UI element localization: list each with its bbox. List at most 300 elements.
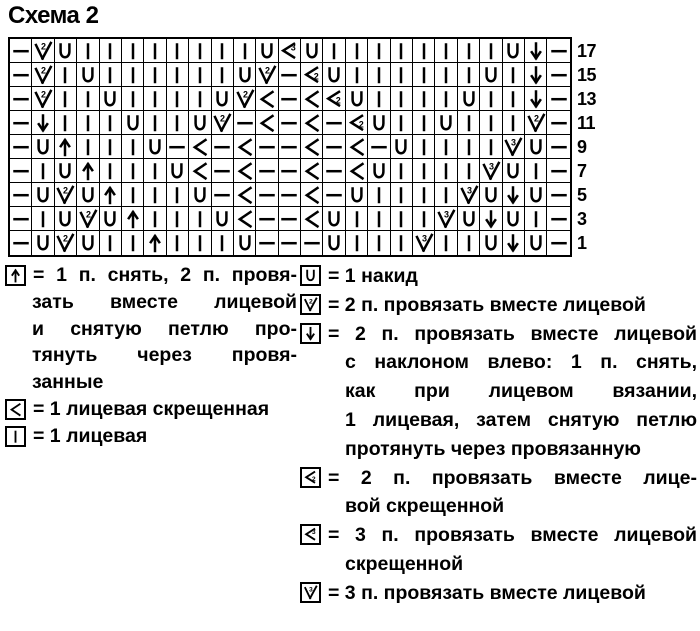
chart-cell xyxy=(189,63,211,87)
knit-bar-icon xyxy=(212,64,232,86)
up-arrow-double-decrease-icon xyxy=(55,136,75,158)
chart-cell xyxy=(256,207,278,231)
chart-cell xyxy=(77,183,99,207)
yarn-over-U-icon xyxy=(503,40,523,62)
purl-dash-icon xyxy=(324,160,344,182)
legend-entry xyxy=(5,396,297,423)
chart-cell xyxy=(10,63,32,87)
svg-text:2: 2 xyxy=(41,89,47,99)
chart-cell xyxy=(144,231,166,255)
yarn-over-U-icon xyxy=(481,184,501,206)
down-arrow-decrease-icon xyxy=(481,208,501,230)
chart-cell xyxy=(10,231,32,255)
chart-cell xyxy=(55,183,77,207)
chart-cell xyxy=(256,231,278,255)
twisted-3tog-icon xyxy=(303,526,318,543)
page-title: Схема 2 xyxy=(8,2,99,29)
row-number-label: 13 xyxy=(577,89,597,109)
purl-dash-icon xyxy=(549,184,569,206)
chart-cell xyxy=(100,39,122,63)
chart-cell xyxy=(547,207,569,231)
purl-dash-icon xyxy=(212,136,232,158)
chart-cell xyxy=(279,159,301,183)
chart-cell xyxy=(391,111,413,135)
up-arrow-double-decrease-icon xyxy=(78,160,98,182)
chart-cell xyxy=(189,39,211,63)
svg-text:3: 3 xyxy=(421,233,427,244)
chart-cell xyxy=(323,231,345,255)
knit-bar-icon xyxy=(391,232,411,254)
knit-bar-icon xyxy=(78,40,98,62)
svg-text:3: 3 xyxy=(308,586,313,594)
chart-cell xyxy=(279,207,301,231)
legend-entry xyxy=(300,464,697,522)
chart-cell xyxy=(480,111,502,135)
chart-cell xyxy=(346,63,368,87)
chart-cell xyxy=(189,135,211,159)
knit-bar-icon xyxy=(167,40,187,62)
yarn-over-U-icon xyxy=(167,160,187,182)
purl-dash-icon xyxy=(279,184,299,206)
chart-cell xyxy=(144,63,166,87)
svg-text:2: 2 xyxy=(220,113,226,123)
chart-cell xyxy=(391,183,413,207)
chart-cell xyxy=(279,231,301,255)
chart-cell xyxy=(413,111,435,135)
chart-cell xyxy=(189,207,211,231)
purl-dash-icon xyxy=(257,208,277,230)
purl-dash-icon xyxy=(549,160,569,182)
chart-cell xyxy=(525,159,547,183)
chart-cell xyxy=(547,87,569,111)
v2-decrease-icon xyxy=(33,88,53,110)
yarn-over-U-icon xyxy=(33,136,53,158)
knit-bar-icon xyxy=(481,136,501,158)
twisted-2tog-icon xyxy=(347,112,367,134)
yarn-over-U-icon xyxy=(55,40,75,62)
knit-bar-icon xyxy=(414,160,434,182)
legend-text-line: = 1 лицевая скрещенная xyxy=(33,397,270,420)
purl-dash-icon xyxy=(235,112,255,134)
yarn-over-U-icon xyxy=(235,64,255,86)
legend-text-line: = 2 п. провязать вместе лице- xyxy=(328,466,697,489)
chart-cell xyxy=(435,39,457,63)
chart-cell xyxy=(413,87,435,111)
chart-cell xyxy=(234,231,256,255)
chart-cell xyxy=(458,159,480,183)
chart-cell xyxy=(346,135,368,159)
knit-bar-icon xyxy=(369,64,389,86)
down-arrow-decrease-icon xyxy=(33,112,53,134)
chart-cell xyxy=(279,39,301,63)
knit-bar-icon xyxy=(167,112,187,134)
yarn-over-U-icon xyxy=(235,232,255,254)
chart-cell xyxy=(32,231,54,255)
chart-cell xyxy=(100,135,122,159)
chart-cell xyxy=(10,159,32,183)
down-arrow-decrease-icon xyxy=(503,184,523,206)
chart-cell xyxy=(189,87,211,111)
chart-cell xyxy=(458,231,480,255)
purl-dash-icon xyxy=(549,208,569,230)
knit-bar-icon xyxy=(33,160,53,182)
purl-dash-icon xyxy=(324,136,344,158)
chart-cell xyxy=(503,87,525,111)
yarn-over-U-icon xyxy=(347,88,367,110)
legend-text-line: зать вместе лицевой xyxy=(32,290,297,313)
chart-cell xyxy=(346,207,368,231)
chart-cell xyxy=(458,111,480,135)
chart-cell xyxy=(301,63,323,87)
purl-dash-icon xyxy=(549,232,569,254)
chart-cell xyxy=(55,39,77,63)
yarn-over-U-icon xyxy=(526,232,546,254)
chart-cell xyxy=(212,87,234,111)
knit-bar-icon xyxy=(391,112,411,134)
chart-cell xyxy=(77,87,99,111)
twisted-2tog-icon xyxy=(324,88,344,110)
chart-cell xyxy=(368,159,390,183)
chart-cell xyxy=(458,39,480,63)
v2-decrease-icon xyxy=(303,296,318,313)
knit-bar-icon xyxy=(459,64,479,86)
down-arrow-decrease-icon xyxy=(526,88,546,110)
svg-text:2: 2 xyxy=(264,65,270,75)
legend-text-line: как при лицевом вязании, xyxy=(345,380,697,403)
chart-cell xyxy=(32,207,54,231)
legend-text-line: 1 лицевая, затем снятую петлю xyxy=(345,408,697,431)
purl-dash-icon xyxy=(369,136,389,158)
v2-decrease-icon xyxy=(212,112,232,134)
purl-dash-icon xyxy=(11,160,31,182)
purl-dash-icon xyxy=(549,64,569,86)
chart-cell xyxy=(323,87,345,111)
yarn-over-U-icon xyxy=(123,112,143,134)
svg-text:3: 3 xyxy=(488,161,494,171)
chart-cell xyxy=(480,87,502,111)
knit-bar-icon xyxy=(436,232,456,254)
chart-cell xyxy=(323,63,345,87)
chart-cell xyxy=(279,135,301,159)
chart-cell xyxy=(32,135,54,159)
chart-cell xyxy=(547,39,569,63)
knit-bar-icon xyxy=(190,64,210,86)
knit-bar-icon xyxy=(190,232,210,254)
chart-cell xyxy=(323,207,345,231)
legend-text-line: = 2 п. провязать вместе лицевой xyxy=(328,322,697,345)
knit-bar-icon xyxy=(123,40,143,62)
svg-text:2: 2 xyxy=(41,65,47,75)
chart-cell xyxy=(122,63,144,87)
purl-dash-icon xyxy=(212,184,232,206)
chart-cell xyxy=(167,111,189,135)
knit-bar-icon xyxy=(145,40,165,62)
chart-cell xyxy=(435,183,457,207)
chart-cell xyxy=(234,111,256,135)
knit-bar-icon xyxy=(100,64,120,86)
twisted-knit-icon xyxy=(302,112,322,134)
v3-decrease-icon xyxy=(503,136,523,158)
legend-symbol-box xyxy=(5,265,26,286)
chart-cell xyxy=(279,63,301,87)
knit-bar-icon xyxy=(123,136,143,158)
legend-symbol-box xyxy=(300,265,321,286)
knit-bar-icon xyxy=(459,40,479,62)
chart-cell xyxy=(10,183,32,207)
knit-bar-icon xyxy=(145,208,165,230)
chart-cell xyxy=(167,135,189,159)
v2-decrease-icon xyxy=(526,112,546,134)
knitting-chart-grid xyxy=(8,37,572,257)
chart-cell xyxy=(503,159,525,183)
svg-text:3: 3 xyxy=(511,137,517,147)
chart-cell xyxy=(32,111,54,135)
chart-cell xyxy=(480,183,502,207)
chart-cell xyxy=(435,135,457,159)
chart-cell xyxy=(279,87,301,111)
chart-cell xyxy=(368,39,390,63)
knit-bar-icon xyxy=(347,64,367,86)
yarn-over-U-icon xyxy=(436,112,456,134)
up-arrow-double-decrease-icon xyxy=(8,267,23,284)
yarn-over-U-icon xyxy=(324,64,344,86)
legend-text-line: = 1 накид xyxy=(328,265,418,287)
chart-cell xyxy=(122,159,144,183)
chart-cell xyxy=(77,135,99,159)
chart-cell xyxy=(301,159,323,183)
chart-cell xyxy=(122,183,144,207)
legend-text-line: = 1 лицевая xyxy=(33,424,148,447)
purl-dash-icon xyxy=(279,136,299,158)
knit-bar-icon xyxy=(347,208,367,230)
yarn-over-U-icon xyxy=(302,40,322,62)
chart-cell xyxy=(144,183,166,207)
chart-cell xyxy=(346,39,368,63)
chart-cell xyxy=(435,159,457,183)
chart-cell xyxy=(167,39,189,63)
chart-cell xyxy=(368,111,390,135)
purl-dash-icon xyxy=(279,88,299,110)
down-arrow-decrease-icon xyxy=(526,40,546,62)
chart-cell xyxy=(234,207,256,231)
legend-entry xyxy=(5,423,297,450)
purl-dash-icon xyxy=(324,112,344,134)
row-number-label: 3 xyxy=(577,209,587,229)
chart-cell xyxy=(10,39,32,63)
chart-cell xyxy=(503,183,525,207)
chart-cell xyxy=(547,159,569,183)
knit-bar-icon xyxy=(55,64,75,86)
knit-bar-icon xyxy=(347,232,367,254)
knit-bar-icon xyxy=(145,64,165,86)
twisted-knit-icon xyxy=(347,136,367,158)
chart-cell xyxy=(391,87,413,111)
purl-dash-icon xyxy=(302,232,322,254)
svg-text:3: 3 xyxy=(444,209,450,219)
purl-dash-icon xyxy=(11,112,31,134)
v2-decrease-icon xyxy=(78,208,98,230)
yarn-over-U-icon xyxy=(212,88,232,110)
chart-cell xyxy=(301,231,323,255)
purl-dash-icon xyxy=(167,136,187,158)
yarn-over-U-icon xyxy=(347,184,367,206)
purl-dash-icon xyxy=(324,184,344,206)
row-number-label: 17 xyxy=(577,41,597,61)
knit-bar-icon xyxy=(78,88,98,110)
purl-dash-icon xyxy=(11,64,31,86)
knit-bar-icon xyxy=(190,88,210,110)
svg-text:2: 2 xyxy=(358,119,364,130)
down-arrow-decrease-icon xyxy=(503,232,523,254)
chart-cell xyxy=(525,135,547,159)
chart-cell xyxy=(167,207,189,231)
chart-cell xyxy=(77,63,99,87)
legend-right-column xyxy=(300,262,697,608)
knit-bar-icon xyxy=(212,232,232,254)
legend-symbol-box xyxy=(5,399,26,420)
legend-text-line: с наклоном влево: 1 п. снять, xyxy=(345,351,697,374)
chart-cell xyxy=(301,183,323,207)
chart-cell xyxy=(547,183,569,207)
twisted-2tog-icon xyxy=(303,469,318,486)
yarn-over-U-icon xyxy=(481,64,501,86)
knit-bar-icon xyxy=(414,64,434,86)
down-arrow-decrease-icon xyxy=(526,64,546,86)
purl-dash-icon xyxy=(257,232,277,254)
chart-cell xyxy=(391,63,413,87)
knit-bar-icon xyxy=(414,136,434,158)
purl-dash-icon xyxy=(549,112,569,134)
chart-cell xyxy=(503,111,525,135)
yarn-over-U-icon xyxy=(391,136,411,158)
twisted-knit-icon xyxy=(235,208,255,230)
chart-cell xyxy=(458,207,480,231)
knit-bar-icon xyxy=(324,40,344,62)
legend-text-line: протянуть через провязанную xyxy=(345,437,641,460)
chart-cell xyxy=(368,63,390,87)
knit-bar-icon xyxy=(145,112,165,134)
chart-cell xyxy=(100,63,122,87)
chart-cell xyxy=(279,111,301,135)
svg-text:2: 2 xyxy=(533,113,539,123)
chart-cell xyxy=(189,183,211,207)
chart-cell xyxy=(368,87,390,111)
chart-cell xyxy=(346,159,368,183)
yarn-over-U-icon xyxy=(257,40,277,62)
knit-bar-icon xyxy=(145,88,165,110)
yarn-over-U-icon xyxy=(78,64,98,86)
chart-cell xyxy=(55,231,77,255)
legend-symbol-box xyxy=(300,294,321,315)
chart-cell xyxy=(122,87,144,111)
svg-text:2: 2 xyxy=(63,233,69,244)
chart-cell xyxy=(212,135,234,159)
knit-bar-icon xyxy=(100,40,120,62)
yarn-over-U-icon xyxy=(503,160,523,182)
svg-text:2: 2 xyxy=(242,89,248,99)
yarn-over-U-icon xyxy=(369,160,389,182)
knit-bar-icon xyxy=(145,160,165,182)
knit-bar-icon xyxy=(436,136,456,158)
chart-cell xyxy=(212,111,234,135)
chart-cell xyxy=(144,207,166,231)
yarn-over-U-icon xyxy=(324,208,344,230)
svg-text:3: 3 xyxy=(311,529,316,537)
chart-cell xyxy=(458,63,480,87)
chart-cell xyxy=(480,63,502,87)
chart-cell xyxy=(10,135,32,159)
chart-cell xyxy=(413,39,435,63)
knit-bar-icon xyxy=(414,112,434,134)
v3-decrease-icon xyxy=(303,584,318,601)
knit-bar-icon xyxy=(369,184,389,206)
yarn-over-U-icon xyxy=(33,184,53,206)
knit-bar-icon xyxy=(369,88,389,110)
svg-text:2: 2 xyxy=(335,95,341,106)
chart-cell xyxy=(100,87,122,111)
chart-cell xyxy=(256,183,278,207)
v2-decrease-icon xyxy=(33,64,53,86)
twisted-knit-icon xyxy=(190,160,210,182)
down-arrow-decrease-icon xyxy=(303,325,318,342)
v3-decrease-icon xyxy=(436,208,456,230)
v2-decrease-icon xyxy=(257,64,277,86)
svg-text:2: 2 xyxy=(311,475,316,483)
chart-cell xyxy=(323,111,345,135)
knit-bar-icon xyxy=(212,40,232,62)
legend-text-line: тянуть через провя- xyxy=(32,344,297,367)
twisted-knit-icon xyxy=(235,160,255,182)
chart-cell xyxy=(212,63,234,87)
row-number-label: 7 xyxy=(577,161,587,181)
chart-cell xyxy=(32,63,54,87)
chart-cell xyxy=(100,111,122,135)
yarn-over-U-icon xyxy=(100,208,120,230)
chart-cell xyxy=(525,111,547,135)
chart-cell xyxy=(10,87,32,111)
legend-entry xyxy=(5,262,297,396)
yarn-over-U-icon xyxy=(459,208,479,230)
chart-cell xyxy=(368,231,390,255)
chart-cell xyxy=(234,63,256,87)
knit-bar-icon xyxy=(100,136,120,158)
knit-bar-icon xyxy=(503,112,523,134)
chart-cell xyxy=(323,39,345,63)
chart-cell xyxy=(435,231,457,255)
chart-cell xyxy=(212,39,234,63)
chart-cell xyxy=(391,159,413,183)
chart-cell xyxy=(167,87,189,111)
chart-cell xyxy=(346,183,368,207)
chart-cell xyxy=(212,159,234,183)
chart-cell xyxy=(256,135,278,159)
knit-bar-icon xyxy=(369,232,389,254)
yarn-over-U-icon xyxy=(145,136,165,158)
chart-cell xyxy=(32,87,54,111)
chart-cell xyxy=(346,87,368,111)
legend-entry xyxy=(300,262,697,291)
yarn-over-U-icon xyxy=(481,232,501,254)
chart-cell xyxy=(458,87,480,111)
chart-cell xyxy=(413,135,435,159)
chart-cell xyxy=(547,111,569,135)
chart-cell xyxy=(480,39,502,63)
chart-cell xyxy=(55,159,77,183)
chart-cell xyxy=(301,39,323,63)
chart-cell xyxy=(458,135,480,159)
knit-bar-icon xyxy=(55,88,75,110)
chart-cell xyxy=(55,63,77,87)
